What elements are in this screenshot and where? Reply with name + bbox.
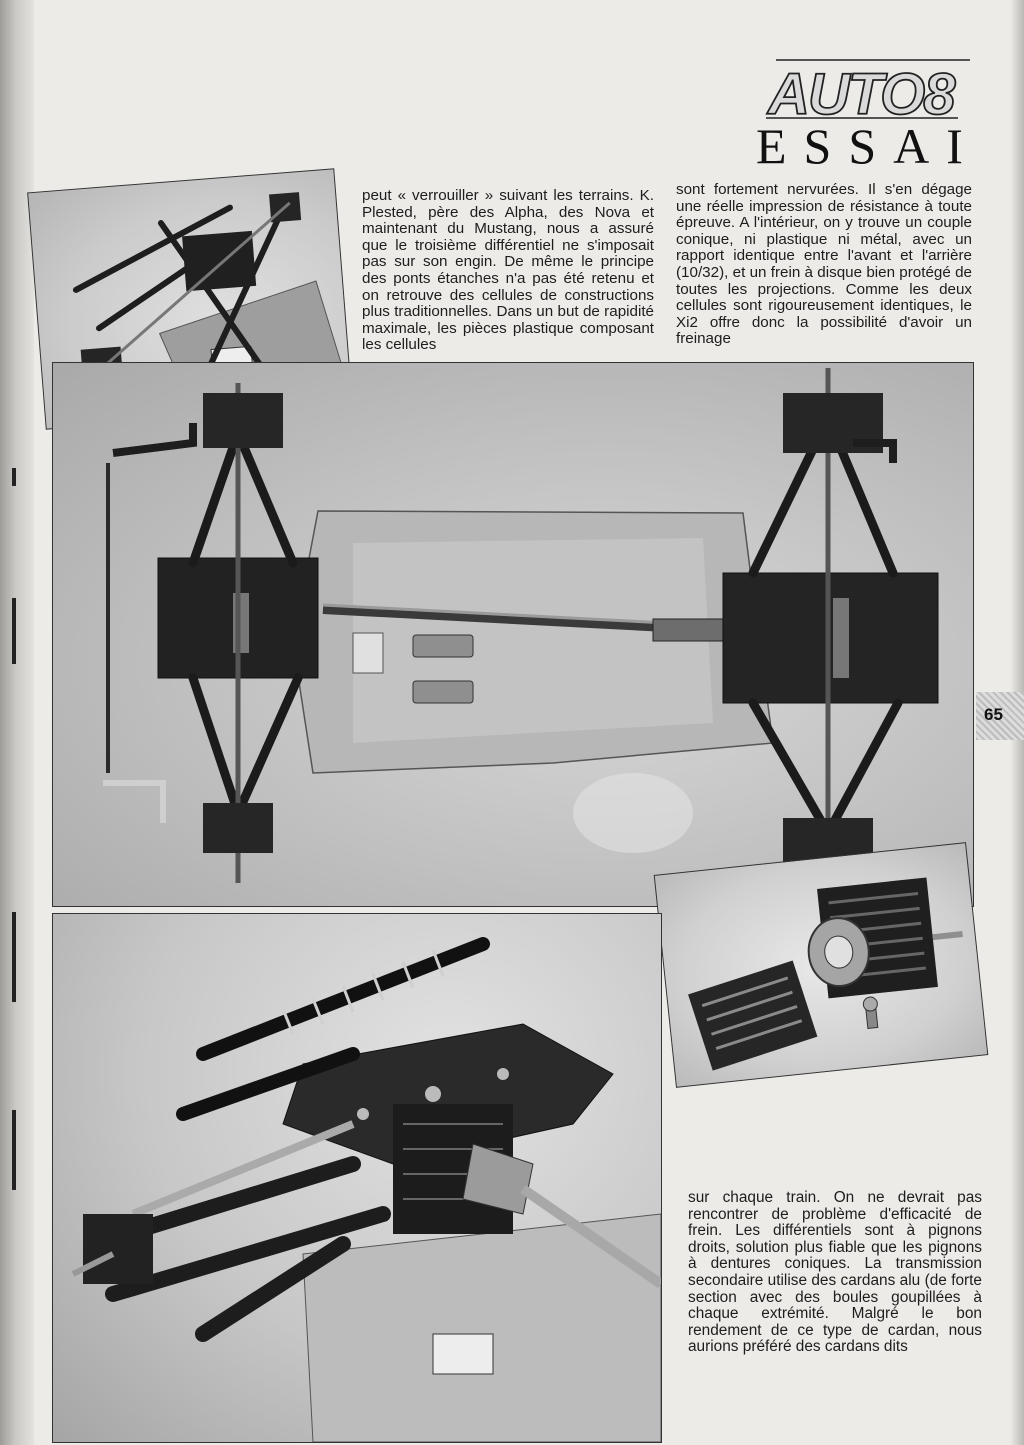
auto8-logo: [758, 56, 978, 122]
gutter-mark: [12, 912, 16, 1002]
text-column-2: [676, 182, 972, 348]
gutter-mark: [12, 468, 16, 486]
paragraph: peut « verrouiller » suivant les terrains. K. Plested, père des Alpha, des Nova et maintenant du Mustang, nous a assuré que le troisième différentiel ne s'imposait pas sur son engin. De même le principe des ponts étanches n'a pas été retenu et on retrouve des cellules de constructions plus traditionnelles. Dans un but de rapidité maximale, les pièces plastique composant les cellules: [362, 187, 654, 354]
section-title: ESSAI: [756, 118, 980, 174]
logo-text: AUTO8: [768, 62, 954, 122]
text-column-3: [688, 1190, 982, 1356]
page-number: 65: [984, 705, 1003, 724]
text-column-1: [362, 188, 654, 354]
gutter-mark: [12, 598, 16, 664]
paragraph: sont fortement nervurées. Il s'en dégage une réelle impression de résistance à toute épreuve. A l'intérieur, on y trouve un couple conique, ni plastique ni métal, avec un rapport identique entre l'avant et l'arrière (10/32), et un frein à disque bien protégé de toutes les projections. Comme les deux cellules sont rigoureusement identiques, le Xi2 offre donc la possibilité d'avoir un freinage: [676, 181, 972, 348]
paragraph: sur chaque train. On ne devrait pas rencontrer de problème d'efficacité de frein. Les différentiels sont à pignons droits, solution plus fiable que les pignons à dentures coniques. La transmission secondaire utilise des cardans alu (de forte section avec des boules goupillées à chaque extrémité. Malgré le bon rendement de ce type de cardan, nous aurions préféré des cardans dits: [688, 1189, 982, 1356]
gutter-mark: [12, 1110, 16, 1190]
suspension-photo: [52, 913, 662, 1443]
chassis-photo: [52, 362, 974, 907]
gearbox-photo: [654, 842, 989, 1088]
